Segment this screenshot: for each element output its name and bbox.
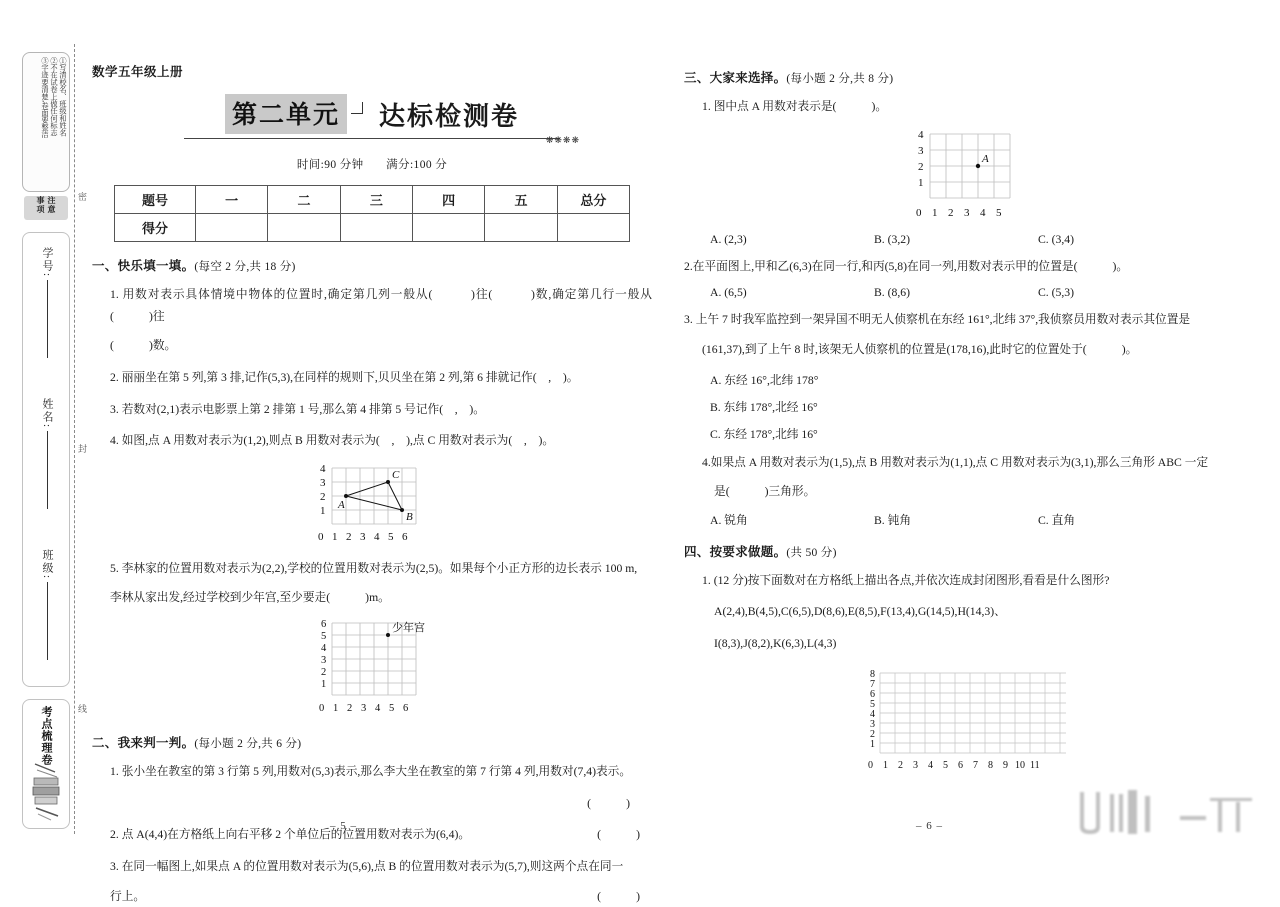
section-1-points: (每空 2 分,共 18 分) bbox=[194, 261, 296, 273]
svg-text:7: 7 bbox=[973, 759, 978, 771]
svg-text:6: 6 bbox=[403, 703, 409, 715]
svg-text:1: 1 bbox=[883, 759, 888, 771]
svg-text:1: 1 bbox=[321, 679, 327, 691]
series-badge bbox=[22, 699, 70, 829]
s3-q4-line2: 是( )三角形。 bbox=[714, 485, 816, 499]
svg-text:A: A bbox=[982, 152, 989, 165]
exam-fullscore: 满分:100 分 bbox=[386, 159, 448, 171]
svg-text:2: 2 bbox=[347, 703, 353, 715]
title-dots: ❋❋❋❋ bbox=[545, 135, 580, 145]
s2-q2 bbox=[92, 824, 652, 846]
student-id-label: 学号: bbox=[41, 247, 53, 279]
svg-text:10: 10 bbox=[1015, 759, 1025, 771]
student-class-label: 班级: bbox=[41, 549, 53, 581]
score-cell-0-4: 五 bbox=[485, 186, 557, 214]
s1-q5-line1: 5. 李林家的位置用数对表示为(2,2),学校的位置用数对表示为(2,5)。如果每个小正方形的边长表示 100 m, bbox=[110, 561, 638, 575]
score-row-header-1: 得分 bbox=[115, 214, 196, 242]
svg-text:C: C bbox=[392, 468, 400, 481]
svg-text:3: 3 bbox=[913, 759, 918, 771]
svg-text:2: 2 bbox=[898, 759, 903, 771]
svg-text:7: 7 bbox=[870, 678, 875, 690]
s3-q4-option-b[interactable]: B. 钝角 bbox=[874, 513, 912, 527]
score-row-header-0: 题号 bbox=[115, 186, 196, 214]
score-cell-0-1: 二 bbox=[268, 186, 340, 214]
section-3-heading bbox=[684, 68, 1250, 86]
s1-q3: 3. 若数对(2,1)表示电影票上第 2 排第 1 号,那么第 4 排第 5 号记作( , )。 bbox=[110, 402, 485, 416]
score-cell-1-1[interactable] bbox=[268, 214, 340, 242]
svg-text:3: 3 bbox=[360, 530, 366, 543]
book-title: 数学五年级上册 bbox=[92, 65, 184, 79]
svg-text:6: 6 bbox=[958, 759, 963, 771]
svg-text:3: 3 bbox=[320, 476, 326, 489]
s4-q1: 1. (12 分)按下面数对在方格纸上描出各点,并依次连成封闭图形,看看是什么图形? bbox=[702, 573, 1110, 587]
svg-text:4: 4 bbox=[918, 128, 924, 141]
svg-text:6: 6 bbox=[870, 688, 875, 700]
svg-text:3: 3 bbox=[918, 144, 924, 157]
svg-text:2: 2 bbox=[346, 530, 352, 543]
series-badge-label: 考点梳理卷 bbox=[40, 706, 52, 766]
s2-q1: 1. 张小坐在教室的第 3 行第 5 列,用数对(5,3)表示,那么李大坐在教室的第 7 行第 4 列,用数对(7,4)表示。 bbox=[110, 765, 632, 779]
page-number-right: – 6 – bbox=[916, 820, 943, 832]
s1-q4: 4. 如图,点 A 用数对表示为(1,2),则点 B 用数对表示为( , ),点 C 用数对表示为( , )。 bbox=[110, 434, 555, 448]
s2-q3-line1: 3. 在同一幅图上,如果点 A 的位置用数对表示为(5,6),点 B 的位置用数对表示为(5,7),则这两个点在同一 bbox=[110, 860, 624, 874]
exam-sidebar bbox=[18, 44, 88, 834]
svg-text:5: 5 bbox=[388, 530, 394, 543]
score-cell-1-5[interactable] bbox=[557, 214, 629, 242]
s3-q4-option-c[interactable]: C. 直角 bbox=[1038, 513, 1076, 527]
s2-q1-answer-paren[interactable]: ( ) bbox=[587, 796, 630, 810]
svg-text:5: 5 bbox=[870, 698, 875, 710]
svg-text:0: 0 bbox=[868, 759, 873, 771]
s3-q1: 1. 图中点 A 用数对表示是( )。 bbox=[702, 100, 888, 113]
unit-chip: 第二单元 bbox=[225, 94, 347, 134]
section-2-heading bbox=[92, 733, 652, 751]
s3-q4-line1: 4.如果点 A 用数对表示为(1,5),点 B 用数对表示为(1,1),点 C 用数对表示为(3,1),那么三角形 ABC 一定 bbox=[702, 455, 1209, 469]
s4-q1-points-line2: I(8,3),J(8,2),K(6,3),L(4,3) bbox=[714, 637, 837, 651]
svg-text:0: 0 bbox=[318, 530, 324, 543]
svg-text:B: B bbox=[406, 510, 413, 523]
s3-q3-option-b[interactable]: B. 东纬 178°,北经 16° bbox=[710, 400, 818, 414]
fig-big-plot-grid bbox=[854, 667, 1080, 777]
table-row bbox=[115, 186, 630, 214]
exam-title-block bbox=[92, 94, 652, 148]
s3-q2-option-b[interactable]: B. (8,6) bbox=[874, 286, 911, 300]
svg-text:3: 3 bbox=[321, 655, 327, 667]
svg-text:5: 5 bbox=[943, 759, 948, 771]
section-4-title: 四、按要求做题。 bbox=[684, 544, 787, 559]
student-name-field[interactable] bbox=[23, 398, 71, 509]
svg-text:6: 6 bbox=[402, 530, 408, 543]
rail-label-0: 密 bbox=[77, 192, 87, 202]
s2-q2-answer-paren[interactable]: ( ) bbox=[597, 828, 640, 842]
svg-text:5: 5 bbox=[996, 206, 1002, 219]
score-cell-1-3[interactable] bbox=[412, 214, 484, 242]
svg-text:4: 4 bbox=[375, 703, 381, 715]
s3-q1-option-c[interactable]: C. (3,4) bbox=[1038, 232, 1075, 246]
s3-q1-option-a[interactable]: A. (2,3) bbox=[710, 232, 747, 246]
svg-text:9: 9 bbox=[1003, 759, 1008, 771]
student-name-label: 姓名: bbox=[41, 398, 53, 430]
svg-text:2: 2 bbox=[918, 160, 924, 173]
section-1-title: 一、快乐填一填。 bbox=[92, 259, 195, 273]
s3-q4-options bbox=[684, 512, 1250, 528]
watermark-glyphs bbox=[1040, 772, 1280, 852]
book-stack-icon bbox=[31, 758, 63, 822]
score-cell-1-2[interactable] bbox=[340, 214, 412, 242]
s3-q1-options bbox=[684, 233, 1250, 246]
figure-triangle-wrap bbox=[92, 460, 652, 548]
s3-q2-option-a[interactable]: A. (6,5) bbox=[710, 286, 747, 300]
svg-text:4: 4 bbox=[321, 643, 327, 655]
svg-text:1: 1 bbox=[932, 206, 938, 219]
notice-box bbox=[22, 52, 70, 192]
svg-text:4: 4 bbox=[374, 530, 380, 543]
notice-line-2: ②不在试卷上做任何标志 bbox=[50, 57, 58, 137]
page-title: 达标检测卷 bbox=[379, 101, 520, 131]
svg-text:3: 3 bbox=[361, 703, 367, 715]
svg-text:3: 3 bbox=[870, 718, 875, 730]
section-1-heading bbox=[92, 256, 652, 274]
svg-text:1: 1 bbox=[870, 738, 875, 750]
svg-text:6: 6 bbox=[321, 619, 327, 631]
exam-meta bbox=[92, 156, 652, 172]
svg-text:1: 1 bbox=[320, 504, 326, 517]
svg-text:少年宫: 少年宫 bbox=[392, 622, 425, 635]
s3-q3-option-a[interactable]: A. 东经 16°,北纬 178° bbox=[710, 373, 819, 387]
svg-text:2: 2 bbox=[320, 490, 326, 503]
s1-q1-line1: 1. 用数对表示具体情境中物体的位置时,确定第几列一般从( )往( )数,确定第几行一般从( )往 bbox=[110, 288, 652, 323]
svg-text:5: 5 bbox=[321, 631, 327, 643]
section-3-title: 三、大家来选择。 bbox=[684, 71, 787, 85]
fig-triangle-abc bbox=[302, 460, 442, 548]
svg-text:4: 4 bbox=[320, 462, 326, 475]
corner-bracket-icon bbox=[351, 102, 363, 114]
title-underline bbox=[184, 138, 560, 139]
s4-q1-points-line1: A(2,4),B(4,5),C(6,5),D(8,6),E(8,5),F(13,4),G(14,5),H(14,3)、 bbox=[714, 605, 1006, 619]
svg-text:0: 0 bbox=[916, 206, 922, 219]
score-cell-0-0: 一 bbox=[196, 186, 268, 214]
student-name-rule bbox=[47, 431, 48, 509]
section-3-points: (每小题 2 分,共 8 分) bbox=[786, 73, 894, 85]
figure-big-grid-wrap bbox=[684, 667, 1250, 777]
exam-time: 时间:90 分钟 bbox=[296, 159, 364, 171]
section-2-points: (每小题 2 分,共 6 分) bbox=[194, 738, 302, 751]
svg-text:2: 2 bbox=[870, 728, 875, 740]
student-id-field[interactable] bbox=[23, 247, 71, 358]
score-cell-1-0[interactable] bbox=[196, 214, 268, 242]
s2-q3-answer-paren[interactable]: ( ) bbox=[597, 889, 640, 903]
notice-title-text: 注意事项 bbox=[36, 196, 56, 214]
s1-q1-line2: ( )数。 bbox=[110, 339, 177, 353]
right-column bbox=[684, 44, 1250, 832]
page-number-left: – 5 – bbox=[330, 820, 357, 832]
section-4-heading bbox=[684, 542, 1250, 560]
section-4-points: (共 50 分) bbox=[786, 546, 837, 559]
student-class-rule bbox=[47, 582, 48, 660]
notice-line-1: ①写清校名、班级和姓名 bbox=[59, 57, 67, 137]
s3-q4-option-a[interactable]: A. 锐角 bbox=[710, 513, 748, 527]
s3-q2: 2.在平面图上,甲和乙(6,3)在同一行,和丙(5,8)在同一列,用数对表示甲的位置是( )。 bbox=[684, 259, 1129, 273]
svg-text:0: 0 bbox=[319, 703, 325, 715]
s3-q2-options bbox=[684, 286, 1250, 299]
fig-point-a-grid bbox=[902, 126, 1032, 224]
svg-text:4: 4 bbox=[980, 206, 986, 219]
rail-label-1: 封 bbox=[77, 444, 87, 454]
student-class-field[interactable] bbox=[23, 549, 71, 660]
rail-label-2: 线 bbox=[77, 704, 87, 714]
notice-title-chip bbox=[24, 196, 68, 220]
s3-q1-option-b[interactable]: B. (3,2) bbox=[874, 232, 911, 246]
svg-text:2: 2 bbox=[948, 206, 954, 219]
score-cell-1-4[interactable] bbox=[485, 214, 557, 242]
svg-text:5: 5 bbox=[389, 703, 395, 715]
s2-q3-text2: 行上。 bbox=[110, 889, 146, 903]
score-table bbox=[114, 185, 630, 242]
svg-text:1: 1 bbox=[332, 530, 338, 543]
score-cell-0-3: 四 bbox=[412, 186, 484, 214]
score-cell-0-5: 总分 bbox=[557, 186, 629, 214]
svg-text:4: 4 bbox=[928, 759, 933, 771]
student-id-rule bbox=[47, 280, 48, 358]
section-2-title: 二、我来判一判。 bbox=[92, 736, 195, 751]
s2-q3-line2 bbox=[92, 886, 652, 907]
notice-line-3: ③字迹要清楚,卷面要整洁 bbox=[41, 57, 49, 138]
table-row bbox=[115, 214, 630, 242]
svg-text:8: 8 bbox=[988, 759, 993, 771]
student-info-box bbox=[22, 232, 70, 687]
s3-q3-option-c[interactable]: C. 东经 178°,北纬 16° bbox=[710, 427, 818, 441]
s3-q3-line1: 3. 上午 7 时我军监控到一架异国不明无人侦察机在东经 161°,北纬 37°,我侦察员用数对表示其位置是 bbox=[684, 313, 1191, 327]
s1-q5-line2: 李林从家出发,经过学校到少年宫,至少要走( )m。 bbox=[110, 591, 390, 605]
s3-q2-option-c[interactable]: C. (5,3) bbox=[1038, 286, 1075, 300]
svg-text:1: 1 bbox=[918, 176, 924, 189]
svg-text:2: 2 bbox=[321, 667, 327, 679]
seal-line bbox=[74, 44, 75, 834]
svg-text:4: 4 bbox=[870, 708, 875, 720]
svg-text:A: A bbox=[338, 498, 345, 511]
svg-text:11: 11 bbox=[1030, 759, 1040, 771]
score-cell-0-2: 三 bbox=[340, 186, 412, 214]
s3-q3-line2: (161,37),到了上午 8 时,该架无人侦察机的位置是(178,16),此时它的位置处于( )。 bbox=[702, 342, 1138, 356]
svg-text:8: 8 bbox=[870, 668, 875, 680]
figure-youth-wrap bbox=[92, 617, 652, 719]
figure-pointa-wrap bbox=[684, 126, 1250, 224]
svg-text:1: 1 bbox=[333, 703, 339, 715]
left-column bbox=[92, 44, 652, 907]
fig-youth-center-grid bbox=[302, 617, 442, 719]
s2-q2-text: 2. 点 A(4,4)在方格纸上向右平移 2 个单位后的位置用数对表示为(6,4)。 bbox=[110, 828, 471, 842]
svg-text:3: 3 bbox=[964, 206, 970, 219]
s1-q2: 2. 丽丽坐在第 5 列,第 3 排,记作(5,3),在同样的规则下,贝贝坐在第 2 列,第 6 排就记作( , )。 bbox=[110, 370, 579, 384]
